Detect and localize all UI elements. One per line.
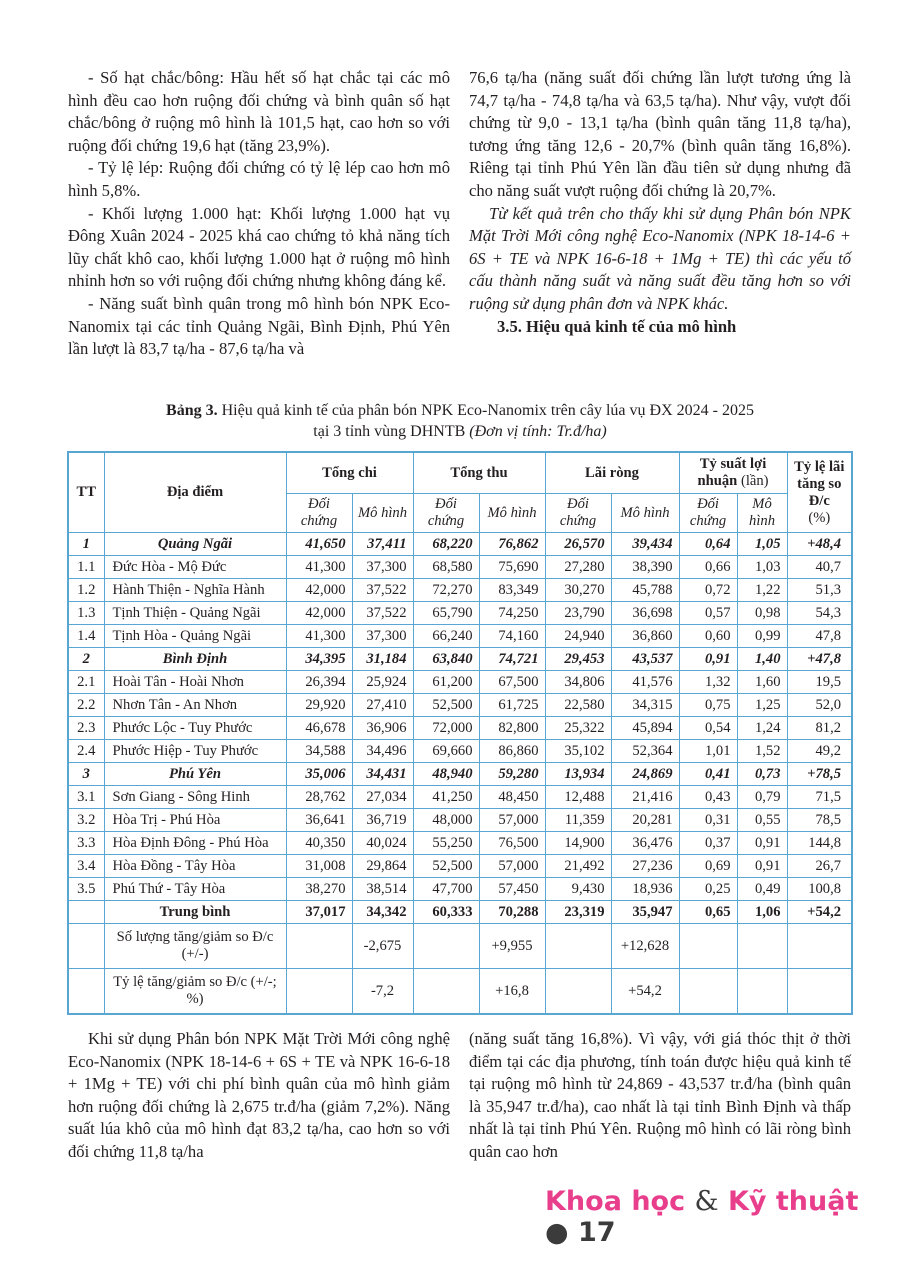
cell-value: 52,500 [413,855,479,878]
cell-tt: 2.4 [68,740,104,763]
header-net-profit: Lãi ròng [545,452,679,494]
cell-value: 0,91 [737,832,787,855]
cell-value: 1,32 [679,671,737,694]
table-row [68,763,852,786]
cell-value: 23,319 [545,901,611,924]
cell-value: 68,220 [413,533,479,556]
cell-value: 74,721 [479,648,545,671]
cell-value: 28,762 [286,786,352,809]
cell-value: 34,342 [352,901,413,924]
cell-location: Nhơn Tân - An Nhơn [104,694,286,717]
cell-value: -7,2 [352,969,413,1015]
cell-tt [68,969,104,1015]
paragraph: - Tỷ lệ lép: Ruộng đối chứng có tỷ lệ lép cao hơn mô hình 5,8%. [68,158,450,200]
cell-tt: 2.3 [68,717,104,740]
cell-value: 26,394 [286,671,352,694]
cell-value: 34,806 [545,671,611,694]
header-increase-rate: Tỷ lệ lãi tăng so Đ/c (%) [787,452,852,533]
cell-value [787,924,852,969]
bullet-icon: ● [545,1217,569,1248]
cell-value: 12,488 [545,786,611,809]
cell-value: 100,8 [787,878,852,901]
cell-tt: 3.4 [68,855,104,878]
cell-location: Sơn Giang - Sông Hinh [104,786,286,809]
cell-value: 0,69 [679,855,737,878]
cell-value: 51,3 [787,579,852,602]
cell-value: 48,000 [413,809,479,832]
cell-value: 0,66 [679,556,737,579]
cell-value: 27,236 [611,855,679,878]
cell-value: 38,270 [286,878,352,901]
cell-location: Tịnh Hòa - Quảng Ngãi [104,625,286,648]
cell-value: 29,864 [352,855,413,878]
cell-location: Bình Định [104,648,286,671]
cell-value: 69,660 [413,740,479,763]
cell-tt: 1.4 [68,625,104,648]
cell-value: 0,64 [679,533,737,556]
cell-value: 37,300 [352,556,413,579]
economic-efficiency-table [67,451,851,1015]
cell-value: 48,940 [413,763,479,786]
page-footer [545,1186,865,1248]
cell-value: 38,390 [611,556,679,579]
cell-value [737,969,787,1015]
cell-value: 37,300 [352,625,413,648]
cell-value: 0,60 [679,625,737,648]
cell-value: 13,934 [545,763,611,786]
cell-location: Hòa Trị - Phú Hòa [104,809,286,832]
cell-value: 52,364 [611,740,679,763]
cell-value: 0,57 [679,602,737,625]
cell-location: Tỷ lệ tăng/giảm so Đ/c (+/-; %) [104,969,286,1015]
paragraph: - Số hạt chắc/bông: Hầu hết số hạt chắc tại các mô hình đều cao hơn ruộng đối chứng và bình quân số hạt chắc/bông ở ruộng mô hình là 101,5 hạt, cao hơn so với ruộng đối chứng 19,6 hạt (tăng 23,9%). [68,68,450,155]
table-row [68,901,852,924]
cell-value: +54,2 [787,901,852,924]
cell-value: 41,650 [286,533,352,556]
cell-value: 0,72 [679,579,737,602]
cell-value: 63,840 [413,648,479,671]
cell-value: +47,8 [787,648,852,671]
cell-value: 42,000 [286,602,352,625]
cell-value: 0,49 [737,878,787,901]
cell-value: 48,450 [479,786,545,809]
cell-value: 1,22 [737,579,787,602]
table-row [68,969,852,1015]
section-heading: 3.5. Hiệu quả kinh tế của mô hình [497,316,737,336]
cell-value: 25,924 [352,671,413,694]
left-column-bottom [68,1028,450,1164]
cell-value: 1,40 [737,648,787,671]
cell-value: 1,03 [737,556,787,579]
header-model: Mô hình [611,494,679,533]
cell-value: 26,570 [545,533,611,556]
cell-value [413,969,479,1015]
cell-value: 41,300 [286,625,352,648]
cell-value: 31,184 [352,648,413,671]
cell-tt: 1.3 [68,602,104,625]
cell-value: 52,0 [787,694,852,717]
header-model: Mô hình [479,494,545,533]
cell-value: 22,580 [545,694,611,717]
cell-tt [68,901,104,924]
cell-value: 65,790 [413,602,479,625]
cell-value: 68,580 [413,556,479,579]
cell-value: 38,514 [352,878,413,901]
cell-value: 1,24 [737,717,787,740]
cell-value: 60,333 [413,901,479,924]
cell-value: 37,522 [352,579,413,602]
cell-value: 71,5 [787,786,852,809]
cell-location: Hoài Tân - Hoài Nhơn [104,671,286,694]
cell-value: 1,06 [737,901,787,924]
caption-text: Hiệu quả kinh tế của phân bón NPK Eco-Nanomix trên cây lúa vụ ĐX 2024 - 2025 [217,402,754,419]
cell-value: 35,102 [545,740,611,763]
cell-value: 21,416 [611,786,679,809]
table-body [68,533,852,1015]
cell-value [679,924,737,969]
cell-value: -2,675 [352,924,413,969]
cell-value: 41,576 [611,671,679,694]
cell-value: 36,641 [286,809,352,832]
cell-tt: 2.2 [68,694,104,717]
paragraph: (năng suất tăng 16,8%). Vì vậy, với giá thóc thịt ở thời điểm tại các địa phương, tính toán được hiệu quả kinh tế tại ruộng mô hình từ 24,869 - 43,537 tr.đ/ha (bình quân là 35,947 tr.đ/ha), cao nhất là tại tỉnh Bình Định và thấp nhất là tại tỉnh Phú Yên. Ruộng mô hình có lãi ròng bình quân cao hơn [469,1029,851,1161]
cell-tt: 2 [68,648,104,671]
cell-value: 24,940 [545,625,611,648]
cell-value: 11,359 [545,809,611,832]
cell-value: 83,349 [479,579,545,602]
cell-value: 35,947 [611,901,679,924]
cell-value: 1,52 [737,740,787,763]
cell-value: 9,430 [545,878,611,901]
cell-value: 1,05 [737,533,787,556]
cell-value: 1,25 [737,694,787,717]
table-row [68,786,852,809]
cell-value: 27,280 [545,556,611,579]
cell-value: 34,431 [352,763,413,786]
cell-tt: 1.1 [68,556,104,579]
cell-location: Phú Yên [104,763,286,786]
cell-location: Quảng Ngãi [104,533,286,556]
cell-location: Trung bình [104,901,286,924]
cell-value: 57,450 [479,878,545,901]
page-number: 17 [577,1217,616,1248]
cell-value: +16,8 [479,969,545,1015]
cell-value: 34,395 [286,648,352,671]
cell-value: 0,43 [679,786,737,809]
cell-value: 46,678 [286,717,352,740]
cell-location: Phước Lộc - Tuy Phước [104,717,286,740]
paragraph: - Năng suất bình quân trong mô hình bón NPK Eco-Nanomix tại các tỉnh Quảng Ngãi, Bình Định, Phú Yên lần lượt là 83,7 tạ/ha - 87,6 tạ/ha và [68,293,450,359]
cell-value: 36,719 [352,809,413,832]
cell-tt: 3.2 [68,809,104,832]
cell-value: +48,4 [787,533,852,556]
cell-value: 59,280 [479,763,545,786]
cell-value: 78,5 [787,809,852,832]
table-row [68,740,852,763]
cell-value: 29,920 [286,694,352,717]
cell-value [413,924,479,969]
header-control: Đối chứng [545,494,611,533]
cell-value: 26,7 [787,855,852,878]
caption-unit: (Đơn vị tính: Tr.đ/ha) [469,423,607,440]
cell-value: 52,500 [413,694,479,717]
cell-value [286,969,352,1015]
footer-brand-word2: Kỹ thuật [727,1186,859,1217]
cell-value: 57,000 [479,809,545,832]
header-model: Mô hình [737,494,787,533]
cell-location: Hành Thiện - Nghĩa Hành [104,579,286,602]
cell-value: 47,8 [787,625,852,648]
cell-value: 72,000 [413,717,479,740]
cell-value: +78,5 [787,763,852,786]
cell-value: 47,700 [413,878,479,901]
data-table [67,451,853,1015]
cell-value [286,924,352,969]
cell-value: 70,288 [479,901,545,924]
cell-location: Phước Hiệp - Tuy Phước [104,740,286,763]
cell-value: 42,000 [286,579,352,602]
header-control: Đối chứng [679,494,737,533]
cell-value: 18,936 [611,878,679,901]
cell-value: 31,008 [286,855,352,878]
footer-brand-word1: Khoa học [545,1186,686,1217]
cell-value: 144,8 [787,832,852,855]
left-column-top [68,67,450,361]
table-row [68,602,852,625]
cell-value: 1,60 [737,671,787,694]
cell-value: 0,55 [737,809,787,832]
cell-tt: 2.1 [68,671,104,694]
cell-value: 34,315 [611,694,679,717]
cell-value: 82,800 [479,717,545,740]
cell-value: 34,588 [286,740,352,763]
cell-value [679,969,737,1015]
cell-value: 76,862 [479,533,545,556]
cell-value: 0,91 [679,648,737,671]
table-row [68,648,852,671]
cell-value: 20,281 [611,809,679,832]
cell-value: 36,698 [611,602,679,625]
cell-value: +54,2 [611,969,679,1015]
cell-value: 0,41 [679,763,737,786]
cell-value: 81,2 [787,717,852,740]
table-row [68,809,852,832]
cell-value [545,924,611,969]
cell-value: +12,628 [611,924,679,969]
paragraph: 76,6 tạ/ha (năng suất đối chứng lần lượt tương ứng là 74,7 tạ/ha - 74,8 tạ/ha và 63,5 tạ/ha). Như vậy, vượt đối chứng từ 9,0 - 13,1 tạ/ha (bình quân tăng 11,8 tạ/ha), tương ứng tăng 12,6 - 20,7% (bình quân tăng 16,8%). Riêng tại tỉnh Phú Yên lần đầu tiên sử dụng nhưng đã cho năng suất vượt ruộng đối chứng là 20,7%. [469,68,851,200]
table-row [68,556,852,579]
cell-location: Hòa Định Đông - Phú Hòa [104,832,286,855]
cell-value: 36,476 [611,832,679,855]
cell-value: 72,270 [413,579,479,602]
cell-location: Đức Hòa - Mộ Đức [104,556,286,579]
caption-line2: tại 3 tỉnh vùng DHNTB [313,423,470,440]
cell-value [787,969,852,1015]
cell-value: 0,37 [679,832,737,855]
table-row [68,694,852,717]
cell-value: 39,434 [611,533,679,556]
cell-value: 30,270 [545,579,611,602]
cell-value: 40,350 [286,832,352,855]
cell-value: 0,65 [679,901,737,924]
cell-location: Số lượng tăng/giảm so Đ/c (+/-) [104,924,286,969]
cell-value: 45,788 [611,579,679,602]
cell-value: 37,522 [352,602,413,625]
cell-value: 37,411 [352,533,413,556]
right-column-bottom [469,1028,851,1164]
header-profit-rate: Tỷ suất lợi nhuận (lần) [679,452,787,494]
cell-value: 55,250 [413,832,479,855]
header-tt: TT [68,452,104,533]
paragraph: - Khối lượng 1.000 hạt: Khối lượng 1.000 hạt vụ Đông Xuân 2024 - 2025 khá cao chứng tỏ khả năng tích lũy chất khô cao, khối lượng 1.000 hạt ở ruộng mô hình nhỉnh hơn so với ruộng đối chứng nhưng không đáng kể. [68,203,450,291]
cell-value [737,924,787,969]
cell-value: 14,900 [545,832,611,855]
cell-value: 0,25 [679,878,737,901]
cell-value: 66,240 [413,625,479,648]
cell-value: 75,690 [479,556,545,579]
header-control: Đối chứng [286,494,352,533]
cell-value: 23,790 [545,602,611,625]
cell-value: 0,54 [679,717,737,740]
table-caption [60,400,860,442]
cell-value: 24,869 [611,763,679,786]
cell-location: Tịnh Thiện - Quảng Ngãi [104,602,286,625]
cell-value: 74,160 [479,625,545,648]
cell-value: 49,2 [787,740,852,763]
table-row [68,625,852,648]
cell-tt: 3.1 [68,786,104,809]
cell-tt: 3.5 [68,878,104,901]
right-column-top [469,67,851,338]
cell-value: 21,492 [545,855,611,878]
paragraph: Khi sử dụng Phân bón NPK Mặt Trời Mới công nghệ Eco-Nanomix (NPK 18-14-6 + 6S + TE và NPK 16-6-18 + 1Mg + TE) với chi phí bình quân của mô hình giảm hơn ruộng đối chứng là 2,675 tr.đ/ha (giảm 7,2%). Năng suất lúa khô của mô hình đạt 83,2 tạ/ha, cao hơn so với đối chứng 11,8 tạ/ha [68,1029,450,1161]
table-label: Bảng 3. [166,402,218,419]
header-location: Địa điểm [104,452,286,533]
header-control: Đối chứng [413,494,479,533]
table-row [68,579,852,602]
cell-value: 36,906 [352,717,413,740]
cell-value: 27,034 [352,786,413,809]
cell-value: 0,75 [679,694,737,717]
table-row [68,924,852,969]
cell-value: 19,5 [787,671,852,694]
header-model: Mô hình [352,494,413,533]
cell-value: 35,006 [286,763,352,786]
cell-value: 0,79 [737,786,787,809]
cell-value: 57,000 [479,855,545,878]
cell-value: 61,200 [413,671,479,694]
cell-value: 67,500 [479,671,545,694]
table-row [68,671,852,694]
cell-value: 74,250 [479,602,545,625]
cell-value: +9,955 [479,924,545,969]
cell-value: 76,500 [479,832,545,855]
cell-value: 86,860 [479,740,545,763]
cell-location: Hòa Đồng - Tây Hòa [104,855,286,878]
cell-location: Phú Thứ - Tây Hòa [104,878,286,901]
cell-value [545,969,611,1015]
cell-value: 0,98 [737,602,787,625]
cell-tt: 3.3 [68,832,104,855]
cell-value: 0,73 [737,763,787,786]
cell-value: 37,017 [286,901,352,924]
cell-value: 40,024 [352,832,413,855]
cell-value: 0,31 [679,809,737,832]
cell-value: 25,322 [545,717,611,740]
table-row [68,832,852,855]
cell-tt: 3 [68,763,104,786]
paragraph-conclusion: Từ kết quả trên cho thấy khi sử dụng Phân bón NPK Mặt Trời Mới công nghệ Eco-Nanomix (NPK 18-14-6 + 6S + TE và NPK 16-6-18 + 1Mg + TE) thì các yếu tố cấu thành năng suất và năng suất đều tăng hơn so với ruộng sử dụng phân đơn và NPK khác. [469,203,851,313]
cell-value: 40,7 [787,556,852,579]
header-total-revenue: Tổng thu [413,452,545,494]
cell-value: 1,01 [679,740,737,763]
footer-ampersand: & [694,1186,719,1217]
table-row [68,855,852,878]
cell-tt [68,924,104,969]
cell-value: 54,3 [787,602,852,625]
cell-value: 27,410 [352,694,413,717]
cell-value: 0,99 [737,625,787,648]
cell-value: 34,496 [352,740,413,763]
cell-value: 43,537 [611,648,679,671]
cell-tt: 1 [68,533,104,556]
cell-value: 29,453 [545,648,611,671]
cell-value: 41,300 [286,556,352,579]
cell-value: 45,894 [611,717,679,740]
cell-value: 61,725 [479,694,545,717]
cell-value: 36,860 [611,625,679,648]
table-row [68,533,852,556]
cell-tt: 1.2 [68,579,104,602]
cell-value: 41,250 [413,786,479,809]
header-total-cost: Tổng chi [286,452,413,494]
table-row [68,717,852,740]
table-row [68,878,852,901]
cell-value: 0,91 [737,855,787,878]
